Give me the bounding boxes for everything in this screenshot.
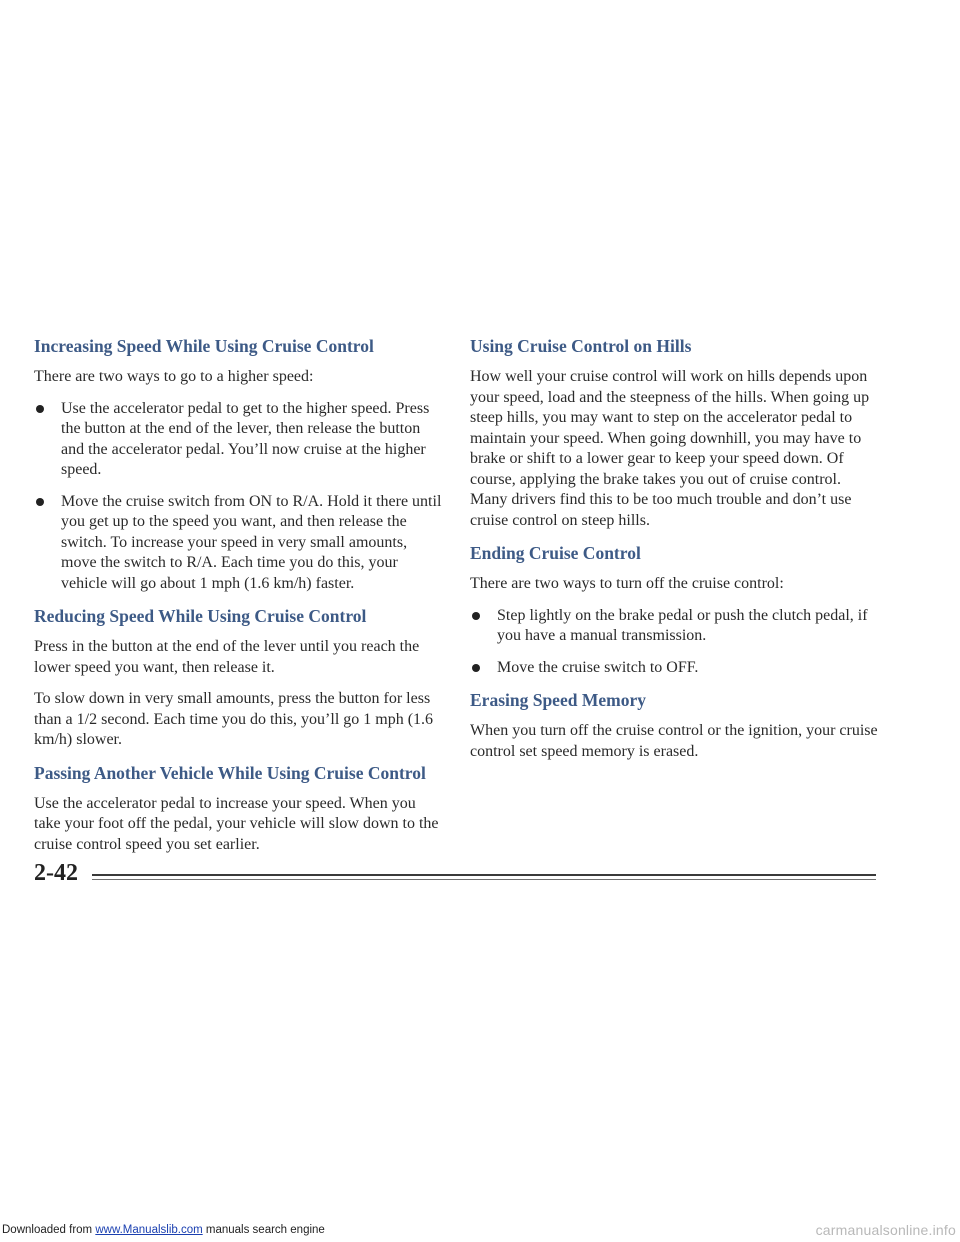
heading-increasing-speed: Increasing Speed While Using Cruise Control bbox=[34, 336, 374, 356]
bullet-icon bbox=[472, 664, 480, 672]
list-item-text: Use the accelerator pedal to get to the higher speed. Press the button at the end of the lever, then release the button and the accelerator pedal. You’ll now cruise at the higher speed. bbox=[61, 399, 430, 478]
heading-ending: Ending Cruise Control bbox=[470, 543, 641, 563]
source-suffix: manuals search engine bbox=[202, 1224, 325, 1236]
section-erasing bbox=[470, 689, 882, 762]
footer-rule bbox=[92, 874, 876, 880]
list-item bbox=[34, 399, 446, 481]
heading-passing: Passing Another Vehicle While Using Cruise Control bbox=[34, 762, 426, 783]
passing-paragraph: Use the accelerator pedal to increase your speed. When you take your foot off the pedal, your vehicle will slow down to the cruise control speed you set earlier. bbox=[34, 794, 439, 853]
section-reducing-speed bbox=[34, 605, 446, 751]
source-attribution bbox=[2, 1224, 325, 1236]
reducing-paragraph-2: To slow down in very small amounts, press the button for less than a 1/2 second. Each time you do this, you’ll go 1 mph (1.6 km/h) slower. bbox=[34, 690, 434, 748]
source-prefix: Downloaded from bbox=[2, 1224, 96, 1236]
hills-paragraph: How well your cruise control will work on hills depends upon your speed, load and the steepness of the hills. When going up steep hills, you may want to step on the accelerator pedal to maintain your speed. When going downhill, you may have to brake or shift to a lower gear to keep your speed down. Of course, applying the brake takes you out of cruise control. Many drivers find this to be too much trouble and don’t use cruise control on steep hills. bbox=[470, 368, 870, 529]
list-item-text: Step lightly on the brake pedal or push the clutch pedal, if you have a manual transmission. bbox=[497, 606, 868, 644]
site-watermark: carmanualsonline.info bbox=[815, 1222, 956, 1238]
section-passing bbox=[34, 762, 446, 856]
section-hills bbox=[470, 335, 882, 531]
page-number: 2-42 bbox=[34, 860, 78, 886]
ending-intro: There are two ways to turn off the cruise control: bbox=[470, 575, 784, 592]
increasing-intro: There are two ways to go to a higher speed: bbox=[34, 368, 314, 385]
bullet-icon bbox=[472, 612, 480, 620]
list-item bbox=[34, 492, 446, 595]
left-column bbox=[34, 335, 446, 866]
reducing-paragraph-1: Press in the button at the end of the lever until you reach the lower speed you want, then release it. bbox=[34, 638, 420, 676]
heading-reducing-speed: Reducing Speed While Using Cruise Control bbox=[34, 606, 367, 626]
bullet-icon bbox=[36, 405, 44, 413]
section-increasing-speed bbox=[34, 335, 446, 594]
list-item bbox=[470, 658, 882, 679]
heading-hills: Using Cruise Control on Hills bbox=[470, 336, 692, 356]
right-column bbox=[470, 335, 882, 773]
increasing-bullet-list bbox=[34, 399, 446, 595]
list-item-text: Move the cruise switch from ON to R/A. Hold it there until you get up to the speed you want, and then release the switch. To increase your speed in very small amounts, move the switch to R/A. Each time you do this, your vehicle will go about 1 mph (1.6 km/h) faster. bbox=[61, 492, 442, 592]
ending-bullet-list bbox=[470, 606, 882, 679]
list-item-text: Move the cruise switch to OFF. bbox=[497, 658, 699, 676]
manualslib-link[interactable]: www.Manualslib.com bbox=[95, 1224, 203, 1236]
heading-erasing: Erasing Speed Memory bbox=[470, 690, 646, 710]
bullet-icon bbox=[36, 498, 44, 506]
section-ending bbox=[470, 542, 882, 678]
list-item bbox=[470, 606, 882, 647]
erasing-paragraph: When you turn off the cruise control or the ignition, your cruise control set speed memory is erased. bbox=[470, 722, 878, 760]
